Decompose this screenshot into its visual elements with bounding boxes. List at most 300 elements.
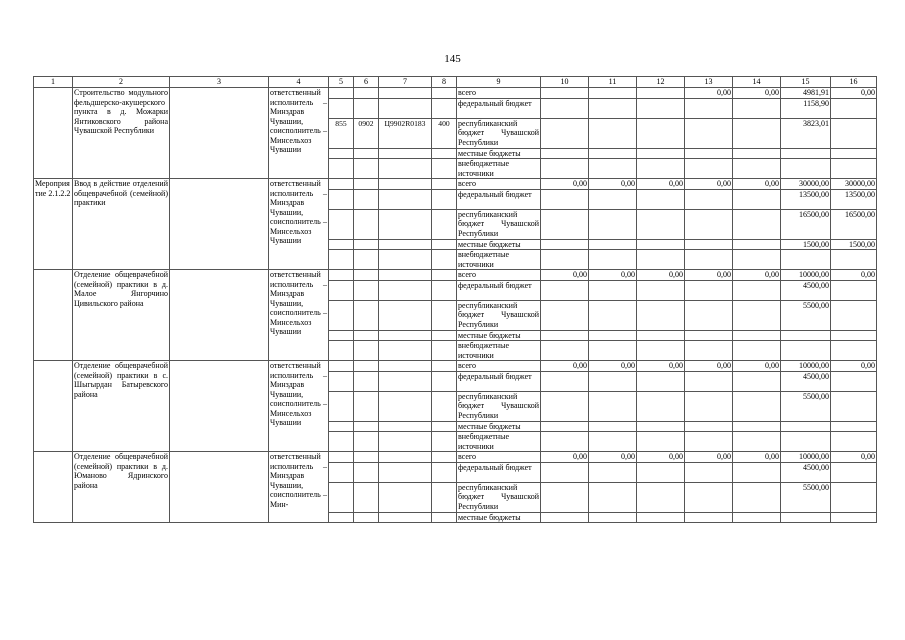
funding-source-label: внебюджетные источники bbox=[457, 432, 541, 452]
year-value-col-10 bbox=[541, 280, 589, 300]
year-value-col-12 bbox=[637, 462, 685, 482]
budget-code-c5 bbox=[329, 88, 354, 99]
year-value-col-14 bbox=[733, 280, 781, 300]
budget-code-c8 bbox=[432, 361, 457, 372]
budget-code-c8 bbox=[432, 148, 457, 159]
activity-name-cell: Ввод в действие отделений общеврачебной (семейной) практики bbox=[73, 179, 170, 270]
funding-source-label: местные бюджеты bbox=[457, 421, 541, 432]
budget-code-c8 bbox=[432, 270, 457, 281]
year-value-col-11 bbox=[589, 421, 637, 432]
budget-code-c8 bbox=[432, 159, 457, 179]
budget-code-c8 bbox=[432, 330, 457, 341]
budget-code-c6 bbox=[354, 159, 379, 179]
budget-code-c5 bbox=[329, 209, 354, 239]
year-value-col-13: 0,00 bbox=[685, 179, 733, 190]
budget-code-c5 bbox=[329, 452, 354, 463]
year-value-col-16: 0,00 bbox=[831, 270, 877, 281]
year-value-col-10 bbox=[541, 148, 589, 159]
budget-code-c5 bbox=[329, 280, 354, 300]
year-value-col-15 bbox=[781, 421, 831, 432]
year-value-col-16 bbox=[831, 148, 877, 159]
activity-name-cell: Отделение общеврачебной (семейной) практики в д. Малое Янгорчино Цивильского района bbox=[73, 270, 170, 361]
budget-code-c6 bbox=[354, 341, 379, 361]
funding-source-label: федеральный бюджет bbox=[457, 189, 541, 209]
year-value-col-13 bbox=[685, 421, 733, 432]
year-value-col-16: 0,00 bbox=[831, 361, 877, 372]
table-row bbox=[34, 179, 877, 190]
year-value-col-16: 16500,00 bbox=[831, 209, 877, 239]
budget-code-c8 bbox=[432, 209, 457, 239]
year-value-col-16 bbox=[831, 341, 877, 361]
year-value-col-13 bbox=[685, 512, 733, 523]
activity-code-cell: Мероприятие 2.1.2.2 bbox=[34, 179, 73, 270]
year-value-col-16 bbox=[831, 432, 877, 452]
year-value-col-12 bbox=[637, 98, 685, 118]
budget-code-c5 bbox=[329, 270, 354, 281]
year-value-col-13 bbox=[685, 462, 733, 482]
budget-code-c8 bbox=[432, 341, 457, 361]
budget-code-c8 bbox=[432, 189, 457, 209]
year-value-col-14 bbox=[733, 148, 781, 159]
year-value-col-14 bbox=[733, 330, 781, 341]
column-header: 3 bbox=[170, 77, 269, 88]
budget-code-c5 bbox=[329, 391, 354, 421]
funding-source-label: федеральный бюджет bbox=[457, 98, 541, 118]
year-value-col-14 bbox=[733, 432, 781, 452]
year-value-col-14 bbox=[733, 118, 781, 148]
year-value-col-14 bbox=[733, 421, 781, 432]
budget-code-c6 bbox=[354, 270, 379, 281]
budget-code-c8 bbox=[432, 371, 457, 391]
year-value-col-15: 1158,90 bbox=[781, 98, 831, 118]
budget-code-c8 bbox=[432, 88, 457, 99]
funding-source-label: всего bbox=[457, 452, 541, 463]
funding-source-label: республиканский бюджет Чувашской Республики bbox=[458, 482, 539, 511]
year-value-col-15: 4500,00 bbox=[781, 371, 831, 391]
budget-code-c7 bbox=[379, 179, 432, 190]
year-value-col-14 bbox=[733, 189, 781, 209]
column-header: 4 bbox=[269, 77, 329, 88]
funding-source-label: всего bbox=[457, 270, 541, 281]
budget-code-c5 bbox=[329, 421, 354, 432]
year-value-col-10 bbox=[541, 462, 589, 482]
year-value-col-13: 0,00 bbox=[685, 88, 733, 99]
year-value-col-11 bbox=[589, 209, 637, 239]
year-value-col-14: 0,00 bbox=[733, 179, 781, 190]
year-value-col-13 bbox=[685, 341, 733, 361]
year-value-col-11 bbox=[589, 300, 637, 330]
year-value-col-11 bbox=[589, 159, 637, 179]
year-value-col-11 bbox=[589, 482, 637, 512]
budget-code-c5 bbox=[329, 432, 354, 452]
funding-source-label: местные бюджеты bbox=[457, 239, 541, 250]
year-value-col-13: 0,00 bbox=[685, 270, 733, 281]
year-value-col-14 bbox=[733, 300, 781, 330]
activity-code-cell bbox=[34, 361, 73, 452]
column-header: 11 bbox=[589, 77, 637, 88]
budget-code-c5 bbox=[329, 462, 354, 482]
table-row bbox=[34, 88, 877, 99]
year-value-col-10: 0,00 bbox=[541, 361, 589, 372]
budget-code-c5 bbox=[329, 300, 354, 330]
year-value-col-10: 0,00 bbox=[541, 270, 589, 281]
year-value-col-11: 0,00 bbox=[589, 452, 637, 463]
year-value-col-11 bbox=[589, 391, 637, 421]
year-value-col-12: 0,00 bbox=[637, 270, 685, 281]
budget-code-c7 bbox=[379, 391, 432, 421]
year-value-col-13 bbox=[685, 280, 733, 300]
year-value-col-14 bbox=[733, 482, 781, 512]
year-value-col-10: 0,00 bbox=[541, 179, 589, 190]
budget-code-c8 bbox=[432, 179, 457, 190]
budget-code-c7 bbox=[379, 209, 432, 239]
budget-code-c6 bbox=[354, 371, 379, 391]
budget-code-c8 bbox=[432, 432, 457, 452]
year-value-col-10 bbox=[541, 250, 589, 270]
funding-source-label: федеральный бюджет bbox=[457, 280, 541, 300]
year-value-col-15: 3823,01 bbox=[781, 118, 831, 148]
budget-code-c7 bbox=[379, 462, 432, 482]
budget-code-c5 bbox=[329, 98, 354, 118]
funding-source-label: федеральный бюджет bbox=[457, 462, 541, 482]
budget-code-c6 bbox=[354, 361, 379, 372]
budget-code-c7 bbox=[379, 239, 432, 250]
funding-source-label: республиканский бюджет Чувашской Республики bbox=[458, 391, 539, 420]
year-value-col-10: 0,00 bbox=[541, 452, 589, 463]
responsible-cell: ответственный исполнитель – Минздрав Чувашии, соисполнитель – Минсельхоз Чувашии bbox=[269, 88, 329, 179]
year-value-col-11 bbox=[589, 280, 637, 300]
table-row bbox=[34, 361, 877, 372]
activity-code-cell bbox=[34, 88, 73, 179]
budget-code-c8: 400 bbox=[432, 118, 457, 148]
budget-code-c7 bbox=[379, 432, 432, 452]
budget-code-c8 bbox=[432, 280, 457, 300]
year-value-col-13 bbox=[685, 159, 733, 179]
budget-code-c5 bbox=[329, 361, 354, 372]
year-value-col-16 bbox=[831, 330, 877, 341]
year-value-col-12: 0,00 bbox=[637, 361, 685, 372]
budget-code-c5 bbox=[329, 341, 354, 361]
year-value-col-10 bbox=[541, 330, 589, 341]
year-value-col-12: 0,00 bbox=[637, 452, 685, 463]
year-value-col-10 bbox=[541, 98, 589, 118]
year-value-col-12 bbox=[637, 421, 685, 432]
table-row bbox=[34, 452, 877, 463]
year-value-col-16 bbox=[831, 512, 877, 523]
year-value-col-11 bbox=[589, 341, 637, 361]
budget-code-c8 bbox=[432, 300, 457, 330]
year-value-col-14 bbox=[733, 462, 781, 482]
column-header: 6 bbox=[354, 77, 379, 88]
year-value-col-13 bbox=[685, 330, 733, 341]
budget-code-c6 bbox=[354, 280, 379, 300]
funding-source-label: федеральный бюджет bbox=[457, 371, 541, 391]
col3-cell bbox=[170, 270, 269, 361]
activity-name-cell: Отделение общеврачебной (семейной) практики в с. Шыгырдан Батыревского района bbox=[73, 361, 170, 452]
budget-code-c7 bbox=[379, 452, 432, 463]
budget-code-c6: 0902 bbox=[354, 118, 379, 148]
year-value-col-11 bbox=[589, 250, 637, 270]
year-value-col-10 bbox=[541, 159, 589, 179]
year-value-col-10 bbox=[541, 371, 589, 391]
budget-code-c6 bbox=[354, 462, 379, 482]
year-value-col-11 bbox=[589, 512, 637, 523]
year-value-col-16: 13500,00 bbox=[831, 189, 877, 209]
year-value-col-10 bbox=[541, 341, 589, 361]
year-value-col-15: 10000,00 bbox=[781, 361, 831, 372]
year-value-col-13 bbox=[685, 189, 733, 209]
year-value-col-12: 0,00 bbox=[637, 179, 685, 190]
year-value-col-14: 0,00 bbox=[733, 270, 781, 281]
year-value-col-13: 0,00 bbox=[685, 361, 733, 372]
funding-source-label: внебюджетные источники bbox=[457, 341, 541, 361]
responsible-cell: ответственный исполнитель – Минздрав Чувашии, соисполнитель – Минсельхоз Чувашии bbox=[269, 361, 329, 452]
budget-code-c7 bbox=[379, 189, 432, 209]
year-value-col-11 bbox=[589, 118, 637, 148]
column-header: 7 bbox=[379, 77, 432, 88]
year-value-col-15 bbox=[781, 512, 831, 523]
year-value-col-13 bbox=[685, 391, 733, 421]
year-value-col-13 bbox=[685, 239, 733, 250]
year-value-col-11 bbox=[589, 148, 637, 159]
budget-code-c6 bbox=[354, 300, 379, 330]
budget-code-c7 bbox=[379, 482, 432, 512]
year-value-col-15: 30000,00 bbox=[781, 179, 831, 190]
activity-code-cell bbox=[34, 452, 73, 523]
year-value-col-12 bbox=[637, 159, 685, 179]
year-value-col-14: 0,00 bbox=[733, 88, 781, 99]
budget-code-c7 bbox=[379, 361, 432, 372]
year-value-col-12 bbox=[637, 482, 685, 512]
column-header: 14 bbox=[733, 77, 781, 88]
budget-code-c8 bbox=[432, 239, 457, 250]
year-value-col-12 bbox=[637, 239, 685, 250]
year-value-col-15: 10000,00 bbox=[781, 452, 831, 463]
year-value-col-16 bbox=[831, 300, 877, 330]
year-value-col-15: 4500,00 bbox=[781, 280, 831, 300]
budget-code-c5 bbox=[329, 250, 354, 270]
year-value-col-14 bbox=[733, 250, 781, 270]
column-header: 16 bbox=[831, 77, 877, 88]
budget-code-c7 bbox=[379, 341, 432, 361]
year-value-col-14 bbox=[733, 371, 781, 391]
budget-code-c5 bbox=[329, 371, 354, 391]
year-value-col-13 bbox=[685, 250, 733, 270]
year-value-col-10 bbox=[541, 391, 589, 421]
budget-code-c6 bbox=[354, 88, 379, 99]
activity-name-cell: Строительство модульного фельдшерско-акушерского пункта в д. Можарки Янтиковского района Чувашской Республики bbox=[73, 88, 170, 179]
year-value-col-11 bbox=[589, 371, 637, 391]
year-value-col-13 bbox=[685, 482, 733, 512]
year-value-col-12 bbox=[637, 209, 685, 239]
funding-source-label: республиканский бюджет Чувашской Республики bbox=[458, 118, 539, 147]
year-value-col-15: 5500,00 bbox=[781, 300, 831, 330]
year-value-col-12 bbox=[637, 88, 685, 99]
header-row bbox=[34, 77, 877, 88]
budget-code-c6 bbox=[354, 391, 379, 421]
year-value-col-15: 16500,00 bbox=[781, 209, 831, 239]
year-value-col-14: 0,00 bbox=[733, 361, 781, 372]
year-value-col-15 bbox=[781, 159, 831, 179]
budget-code-c7 bbox=[379, 148, 432, 159]
year-value-col-16 bbox=[831, 280, 877, 300]
budget-code-c7 bbox=[379, 88, 432, 99]
year-value-col-14 bbox=[733, 98, 781, 118]
budget-code-c7 bbox=[379, 280, 432, 300]
year-value-col-16 bbox=[831, 371, 877, 391]
year-value-col-16: 1500,00 bbox=[831, 239, 877, 250]
funding-source-label: всего bbox=[457, 179, 541, 190]
page-number: 145 bbox=[444, 53, 461, 65]
year-value-col-11: 0,00 bbox=[589, 361, 637, 372]
year-value-col-14: 0,00 bbox=[733, 452, 781, 463]
year-value-col-12 bbox=[637, 512, 685, 523]
year-value-col-14 bbox=[733, 209, 781, 239]
budget-code-c7 bbox=[379, 512, 432, 523]
column-header: 10 bbox=[541, 77, 589, 88]
budget-code-c6 bbox=[354, 239, 379, 250]
year-value-col-14 bbox=[733, 512, 781, 523]
funding-source-label: местные бюджеты bbox=[457, 512, 541, 523]
year-value-col-11 bbox=[589, 432, 637, 452]
budget-code-c7 bbox=[379, 300, 432, 330]
year-value-col-15 bbox=[781, 330, 831, 341]
budget-code-c7 bbox=[379, 98, 432, 118]
year-value-col-11 bbox=[589, 462, 637, 482]
year-value-col-12 bbox=[637, 300, 685, 330]
year-value-col-10 bbox=[541, 300, 589, 330]
year-value-col-13 bbox=[685, 209, 733, 239]
budget-code-c7 bbox=[379, 270, 432, 281]
year-value-col-10 bbox=[541, 421, 589, 432]
year-value-col-15: 10000,00 bbox=[781, 270, 831, 281]
year-value-col-15 bbox=[781, 432, 831, 452]
column-header: 13 bbox=[685, 77, 733, 88]
year-value-col-11: 0,00 bbox=[589, 270, 637, 281]
year-value-col-15: 5500,00 bbox=[781, 391, 831, 421]
responsible-cell: ответственный исполнитель – Минздрав Чувашии, соисполнитель – Мин- bbox=[269, 452, 329, 523]
year-value-col-16: 30000,00 bbox=[831, 179, 877, 190]
funding-source-label: республиканский бюджет Чувашской Республики bbox=[458, 209, 539, 238]
col3-cell bbox=[170, 179, 269, 270]
col3-cell bbox=[170, 88, 269, 179]
budget-code-c5 bbox=[329, 189, 354, 209]
year-value-col-11 bbox=[589, 98, 637, 118]
funding-source-label: местные бюджеты bbox=[457, 330, 541, 341]
year-value-col-12 bbox=[637, 250, 685, 270]
budget-code-c6 bbox=[354, 512, 379, 523]
budget-code-c7 bbox=[379, 250, 432, 270]
year-value-col-15: 1500,00 bbox=[781, 239, 831, 250]
year-value-col-12 bbox=[637, 330, 685, 341]
activity-code-cell bbox=[34, 270, 73, 361]
budget-code-c8 bbox=[432, 391, 457, 421]
budget-table bbox=[33, 76, 877, 523]
column-header: 15 bbox=[781, 77, 831, 88]
column-header: 12 bbox=[637, 77, 685, 88]
budget-code-c8 bbox=[432, 250, 457, 270]
year-value-col-15: 4500,00 bbox=[781, 462, 831, 482]
funding-source-label: всего bbox=[457, 88, 541, 99]
year-value-col-11: 0,00 bbox=[589, 179, 637, 190]
budget-code-c5 bbox=[329, 179, 354, 190]
year-value-col-13 bbox=[685, 432, 733, 452]
year-value-col-15: 13500,00 bbox=[781, 189, 831, 209]
budget-code-c6 bbox=[354, 148, 379, 159]
year-value-col-15: 5500,00 bbox=[781, 482, 831, 512]
year-value-col-16 bbox=[831, 159, 877, 179]
year-value-col-10 bbox=[541, 432, 589, 452]
budget-code-c6 bbox=[354, 189, 379, 209]
budget-code-c8 bbox=[432, 98, 457, 118]
budget-code-c8 bbox=[432, 512, 457, 523]
year-value-col-13 bbox=[685, 148, 733, 159]
budget-code-c7: Ц9902R0183 bbox=[379, 118, 432, 148]
column-header: 2 bbox=[73, 77, 170, 88]
year-value-col-16 bbox=[831, 391, 877, 421]
funding-source-label: внебюджетные источники bbox=[457, 159, 541, 179]
budget-code-c6 bbox=[354, 432, 379, 452]
budget-code-c8 bbox=[432, 462, 457, 482]
budget-code-c6 bbox=[354, 482, 379, 512]
year-value-col-11 bbox=[589, 189, 637, 209]
budget-code-c8 bbox=[432, 421, 457, 432]
funding-source-label: внебюджетные источники bbox=[457, 250, 541, 270]
year-value-col-16: 0,00 bbox=[831, 452, 877, 463]
table-row bbox=[34, 270, 877, 281]
year-value-col-16 bbox=[831, 98, 877, 118]
year-value-col-10 bbox=[541, 482, 589, 512]
year-value-col-11 bbox=[589, 88, 637, 99]
year-value-col-16 bbox=[831, 118, 877, 148]
budget-code-c6 bbox=[354, 330, 379, 341]
col3-cell bbox=[170, 452, 269, 523]
year-value-col-13 bbox=[685, 118, 733, 148]
year-value-col-15 bbox=[781, 250, 831, 270]
year-value-col-12 bbox=[637, 432, 685, 452]
year-value-col-11 bbox=[589, 239, 637, 250]
budget-code-c6 bbox=[354, 421, 379, 432]
year-value-col-14 bbox=[733, 159, 781, 179]
year-value-col-10 bbox=[541, 239, 589, 250]
budget-code-c8 bbox=[432, 482, 457, 512]
year-value-col-16: 0,00 bbox=[831, 88, 877, 99]
year-value-col-11 bbox=[589, 330, 637, 341]
year-value-col-12 bbox=[637, 118, 685, 148]
year-value-col-12 bbox=[637, 341, 685, 361]
column-header: 9 bbox=[457, 77, 541, 88]
budget-code-c7 bbox=[379, 371, 432, 391]
budget-code-c5 bbox=[329, 239, 354, 250]
year-value-col-10 bbox=[541, 118, 589, 148]
year-value-col-10 bbox=[541, 88, 589, 99]
budget-code-c5 bbox=[329, 159, 354, 179]
year-value-col-15 bbox=[781, 148, 831, 159]
funding-source-label: всего bbox=[457, 361, 541, 372]
column-header: 8 bbox=[432, 77, 457, 88]
year-value-col-16 bbox=[831, 462, 877, 482]
budget-code-c5: 855 bbox=[329, 118, 354, 148]
budget-code-c7 bbox=[379, 330, 432, 341]
budget-code-c5 bbox=[329, 148, 354, 159]
year-value-col-14 bbox=[733, 341, 781, 361]
budget-code-c8 bbox=[432, 452, 457, 463]
year-value-col-14 bbox=[733, 391, 781, 421]
year-value-col-12 bbox=[637, 148, 685, 159]
year-value-col-15: 4981,91 bbox=[781, 88, 831, 99]
budget-code-c7 bbox=[379, 421, 432, 432]
budget-code-c5 bbox=[329, 482, 354, 512]
